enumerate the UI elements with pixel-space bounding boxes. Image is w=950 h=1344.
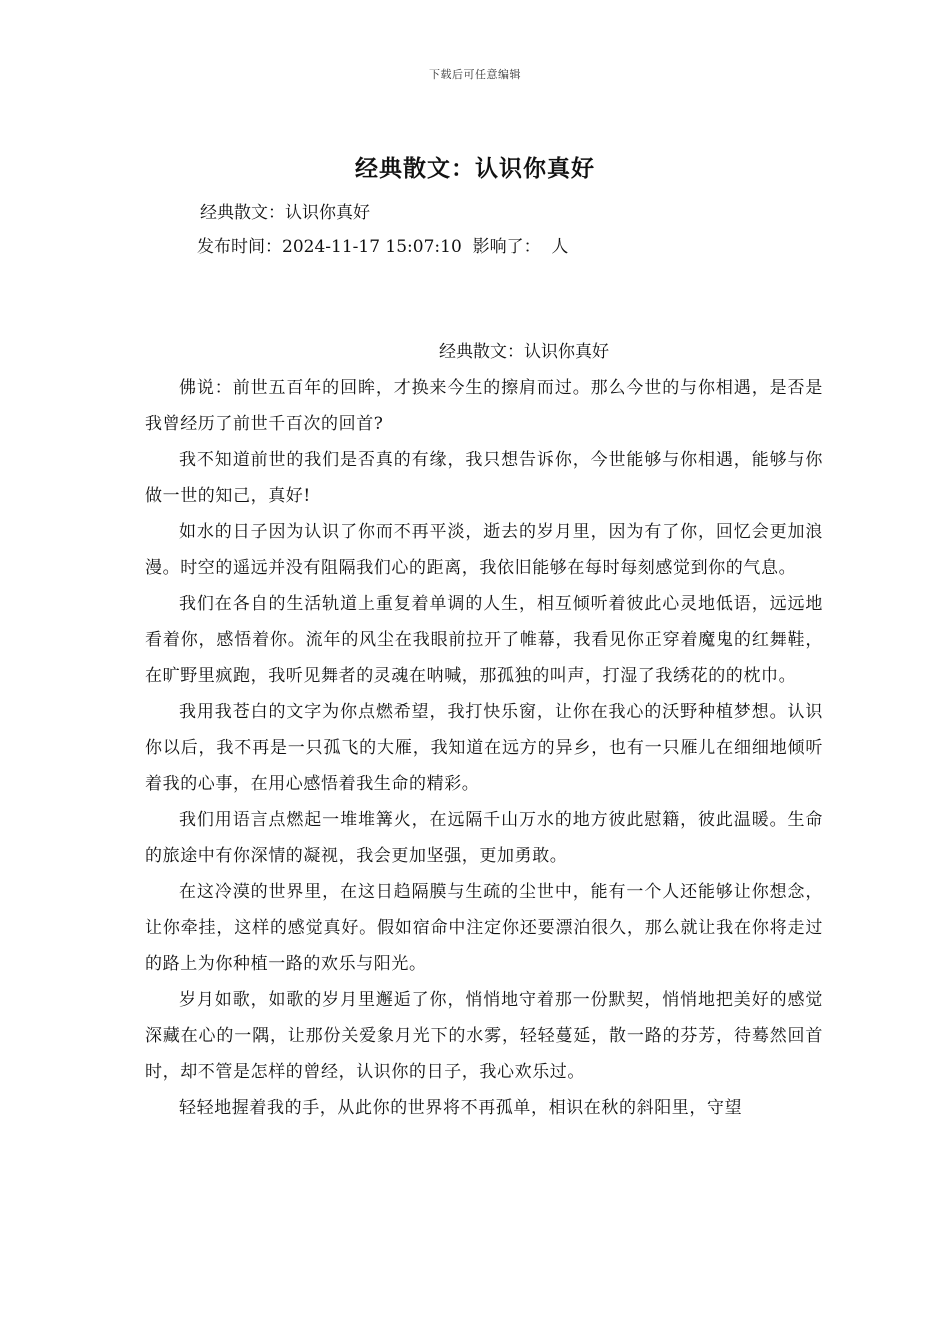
article-paragraph: 如水的日子因为认识了你而不再平淡，逝去的岁月里，因为有了你，回忆会更加浪漫。时空的遥远并没有阻隔我们心的距离，我依旧能够在每时每刻感觉到你的气息。 — [145, 522, 823, 578]
article-paragraph: 我们在各自的生活轨道上重复着单调的人生，相互倾听着彼此心灵地低语，远远地看着你，感悟着你。流年的风尘在我眼前拉开了帷幕，我看见你正穿着魔鬼的红舞鞋，在旷野里疯跑，我听见舞者的灵魂在呐喊，那孤独的叫声，打湿了我绣花的的枕巾。 — [145, 594, 823, 686]
article-paragraph: 我不知道前世的我们是否真的有缘，我只想告诉你，今世能够与你相遇，能够与你做一世的知己，真好! — [145, 450, 823, 506]
header-note: 下载后可任意编辑 — [429, 68, 521, 81]
article-paragraph: 岁月如歌，如歌的岁月里邂逅了你，悄悄地守着那一份默契，悄悄地把美好的感觉深藏在心的一隅，让那份关爱象月光下的水雾，轻轻蔓延，散一路的芬芳，待蓦然回首时，却不管是怎样的曾经，认识你的日子，我心欢乐过。 — [145, 990, 823, 1082]
meta-publish-info: 发布时间：2024-11-17 15:07:10 影响了： 人 — [197, 237, 569, 257]
article-title: 经典散文：认识你真好 — [439, 342, 609, 362]
article-paragraph: 我们用语言点燃起一堆堆篝火，在远隔千山万水的地方彼此慰籍，彼此温暖。生命的旅途中有你深情的凝视，我会更加坚强，更加勇敢。 — [145, 810, 823, 866]
article-paragraph: 我用我苍白的文字为你点燃希望，我打快乐窗，让你在我心的沃野种植梦想。认识你以后，我不再是一只孤飞的大雁，我知道在远方的异乡，也有一只雁儿在细细地倾听着我的心事，在用心感悟着我生命的精彩。 — [145, 702, 823, 794]
article-body — [145, 334, 823, 1126]
article-paragraph: 轻轻地握着我的手，从此你的世界将不再孤单，相识在秋的斜阳里，守望 — [179, 1098, 743, 1118]
article-paragraph: 佛说：前世五百年的回眸，才换来今生的擦肩而过。那么今世的与你相遇，是否是我曾经历了前世千百次的回首? — [145, 378, 823, 434]
article-paragraph: 在这冷漠的世界里，在这日趋隔膜与生疏的尘世中，能有一个人还能够让你想念，让你牵挂，这样的感觉真好。假如宿命中注定你还要漂泊很久，那么就让我在你将走过的路上为你种植一路的欢乐与阳光。 — [145, 882, 823, 974]
document-title: 经典散文：认识你真好 — [355, 155, 595, 182]
meta-title: 经典散文：认识你真好 — [200, 203, 370, 223]
